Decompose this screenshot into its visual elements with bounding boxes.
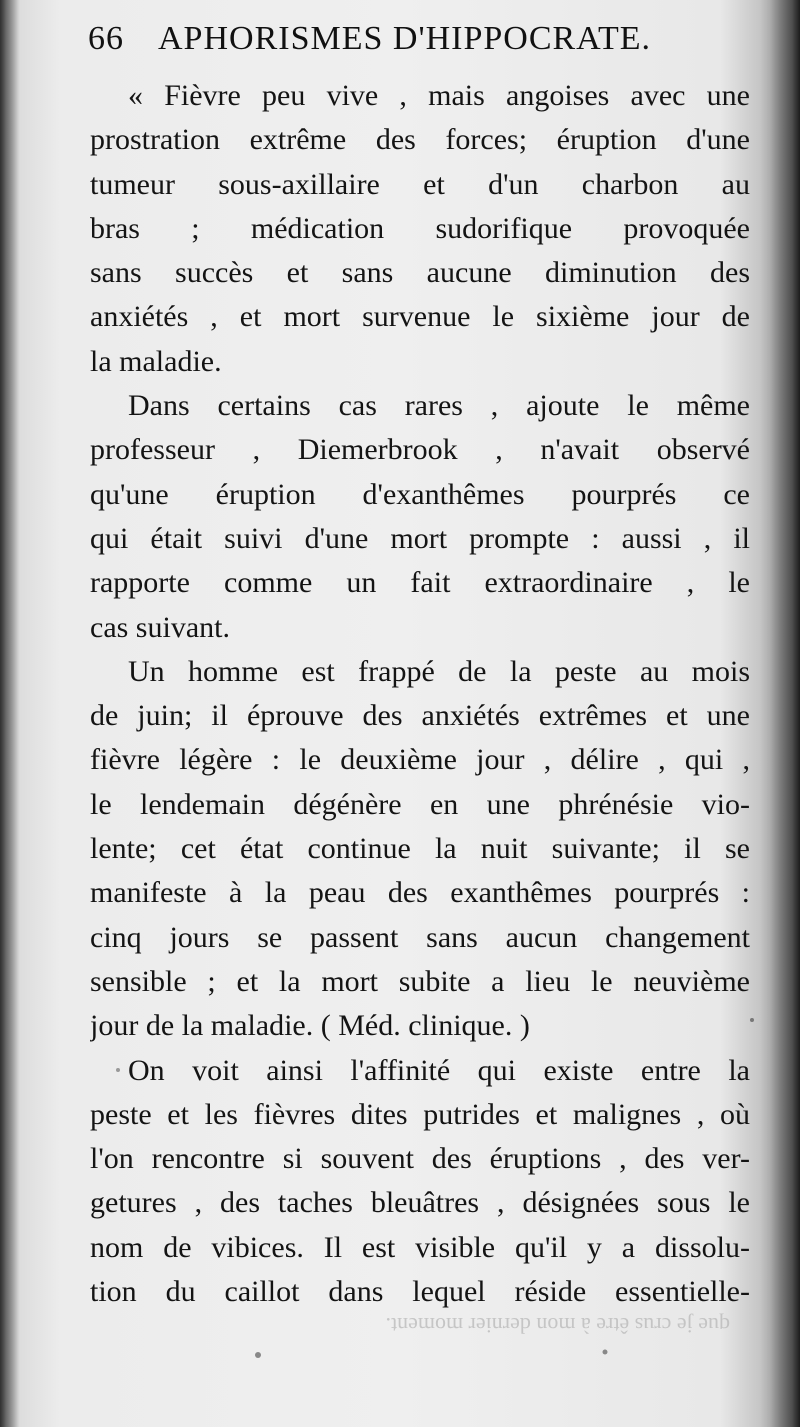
paragraph — [90, 384, 750, 650]
text-line: qui était suivi d'une mort prompte : aussi , il — [90, 521, 750, 555]
text-line: rapporte comme un fait extraordinaire , le — [90, 566, 750, 600]
text-line: getures , des taches bleuâtres , désignées sous le — [90, 1186, 750, 1220]
text-line: cinq jours se passent sans aucun changement — [90, 920, 750, 954]
paragraph — [90, 74, 750, 384]
text-line: cas suivant. — [90, 610, 230, 644]
text-line: qu'une éruption d'exanthêmes pourprés ce — [90, 477, 750, 511]
text-line: lente; cet état continue la nuit suivante; il se — [90, 832, 750, 866]
paragraph — [90, 650, 750, 1049]
text-line: professeur , Diemerbrook , n'avait observé — [90, 433, 750, 467]
text-line: l'on rencontre si souvent des éruptions , des ver- — [90, 1142, 750, 1176]
text-line: manifeste à la peau des exanthêmes pourprés : — [90, 876, 750, 910]
text-line: tumeur sous-axillaire et d'un charbon au — [90, 167, 750, 201]
text-line: « Fièvre peu vive , mais angoises avec une — [128, 79, 750, 112]
text-line: Dans certains cas rares , ajoute le même — [128, 389, 750, 423]
text-line: Un homme est frappé de la peste au mois — [128, 654, 750, 688]
spine-shadow — [0, 0, 20, 1427]
running-title: APHORISMES D'HIPPOCRATE. — [158, 20, 651, 57]
text-line: peste et les fièvres dites putrides et malignes , où — [90, 1097, 750, 1131]
running-header — [88, 20, 728, 58]
text-line: On voit ainsi l'affinité qui existe entre la — [128, 1053, 750, 1087]
text-line: la maladie. — [90, 344, 222, 378]
text-line: sans succès et sans aucune diminution des — [90, 256, 750, 290]
text-line: bras ; médication sudorifique provoquée — [90, 211, 750, 245]
text-line: fièvre légère : le deuxième jour , délire , qui , — [90, 743, 750, 777]
bleed-through-text: que je crus être à mon dernier moment. — [385, 1313, 730, 1338]
page-edge-shadow — [760, 0, 800, 1427]
paragraph — [90, 1049, 750, 1315]
text-line: nom de vibices. Il est visible qu'il y a dissolu- — [90, 1230, 750, 1264]
text-line: tion du caillot dans lequel réside essentielle- — [90, 1275, 750, 1309]
body-text — [90, 74, 750, 1314]
text-line: le lendemain dégénère en une phrénésie vio- — [90, 787, 750, 821]
page-number: 66 — [88, 20, 124, 57]
text-line: de juin; il éprouve des anxiétés extrêmes et une — [90, 699, 750, 733]
text-line: prostration extrême des forces; éruption d'une — [90, 123, 750, 157]
text-line: sensible ; et la mort subite a lieu le neuvième — [90, 964, 750, 998]
text-line: anxiétés , et mort survenue le sixième jour de — [90, 300, 750, 334]
text-line: jour de la maladie. ( Méd. clinique. ) — [90, 1009, 530, 1043]
